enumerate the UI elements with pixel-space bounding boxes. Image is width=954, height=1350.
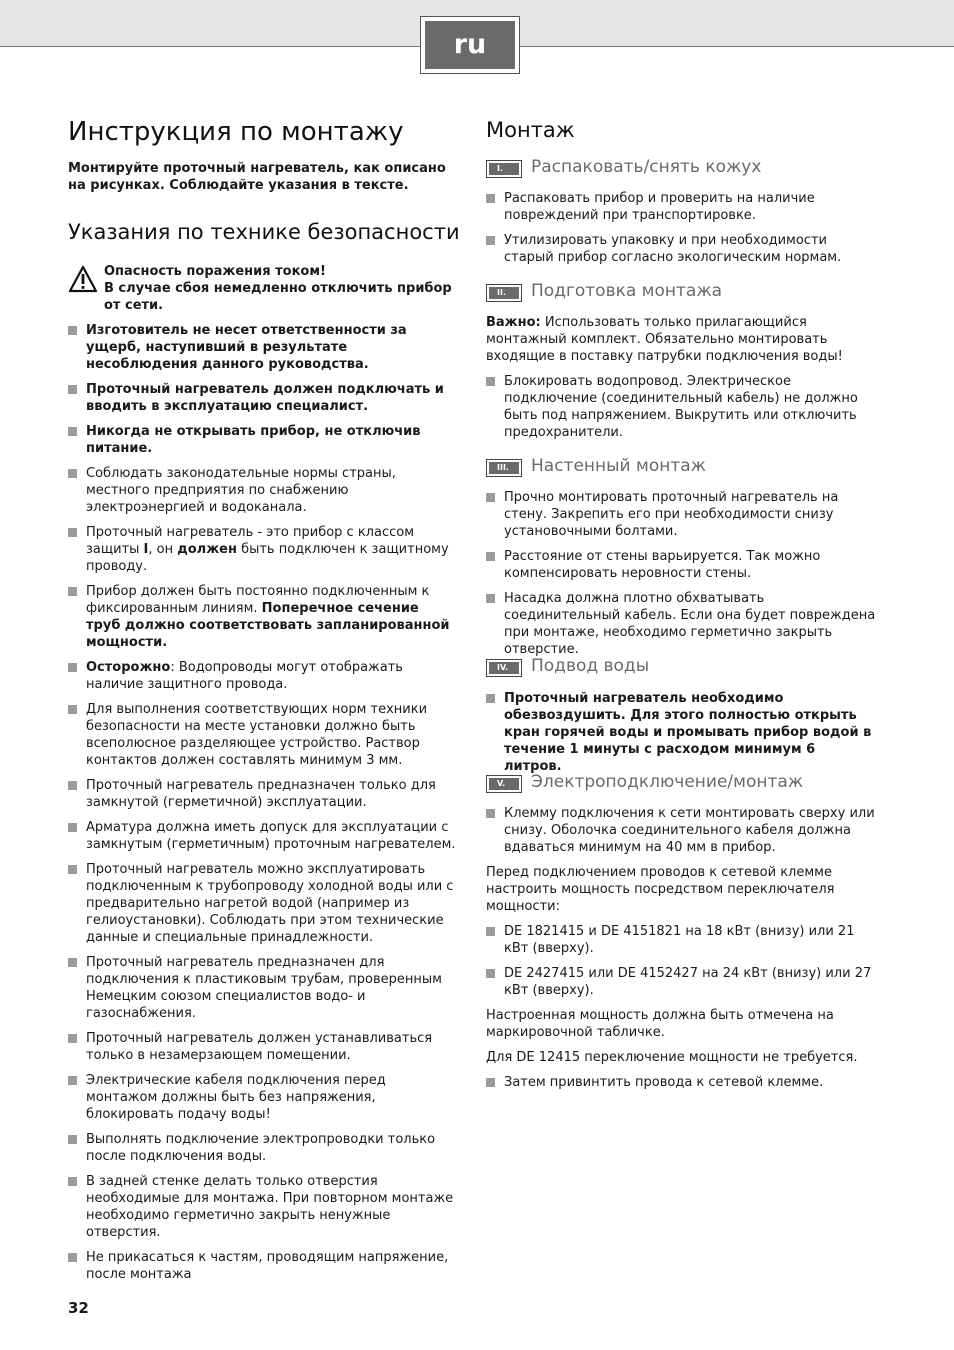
section-prepare-body [486,314,876,449]
list-item: Прибор должен быть постоянно подключенным к фиксированным линиям. Поперечное сечение труб должно соответствовать запланированной мощности. [68,583,456,651]
bullet-icon [68,469,77,478]
list-item: Для выполнения соответствующих норм техники безопасности на месте установки должно быть всеполюсное разделяющее устройство. Раствор контактов должен составлять минимум 3 мм. [68,701,456,769]
bullet-icon [68,865,77,874]
list-item: Проточный нагреватель необходимо обезвоздушить. Для этого полностью открыть кран горячей воды и промывать прибор водой в течение 1 минуты с расходом минимум 6 литров. [486,690,876,775]
step-badge: V. [486,775,522,793]
list-item: Не прикасаться к частям, проводящим напряжение, после монтажа [68,1249,456,1283]
list-item: Проточный нагреватель - это прибор с классом защиты I, он должен быть подключен к защитному проводу. [68,524,456,575]
bullet-icon [68,705,77,714]
list-item: Проточный нагреватель можно эксплуатировать подключенным к трубопроводу холодной воды или с предварительно нагретой водой (например из гелиоустановки). Соблюдать при этом технические данные и специальные принадлежности. [68,861,456,946]
section-wall-list [486,489,876,666]
section-electric-heading [486,772,876,797]
list-item: Никогда не открывать прибор, не отключив питание. [68,423,456,457]
warning-title: Опасность поражения током! [104,264,326,279]
intro-text: Монтируйте проточный нагреватель, как описано на рисунках. Соблюдайте указания в тексте. [68,161,446,193]
bullet-icon [486,594,495,603]
section-title: Подвод воды [531,656,650,676]
list-item: Проточный нагреватель предназначен для подключения к пластиковым трубам, проверенным Немецким союзом специалистов водо- и газоснабжения. [68,954,456,1022]
bullet-icon [486,493,495,502]
bullet-icon [486,552,495,561]
section-electric-list-3 [486,1074,876,1091]
safety-list [68,322,456,1291]
bullet-icon [68,663,77,672]
bullet-icon [68,1135,77,1144]
step-badge: IV. [486,659,522,677]
section-prepare-heading [486,281,876,306]
list-item: Утилизировать упаковку и при необходимости старый прибор согласно экологическим нормам. [486,232,876,266]
language-tab [420,16,520,74]
page-number: 32 [68,1299,89,1317]
bullet-icon [68,528,77,537]
section-title: Настенный монтаж [531,456,706,476]
language-code: ru [425,21,515,69]
list-item: Проточный нагреватель предназначен только для замкнутой (герметичной) эксплуатации. [68,777,456,811]
section-water-list [486,690,876,783]
bullet-icon [68,823,77,832]
bullet-icon [486,194,495,203]
important-note: Важно: Использовать только прилагающийся монтажный комплект. Обязательно монтировать входящие в поставку патрубки подключения воды! [486,315,843,364]
bullet-icon [486,809,495,818]
section-unpack-heading [486,157,876,182]
list-item: Проточный нагреватель должен подключать и вводить в эксплуатацию специалист. [68,381,456,415]
mounting-heading: Монтаж [486,118,575,142]
list-item: В задней стенке делать только отверстия необходимые для монтажа. При повторном монтаже необходимо герметично закрыть ненужные отверстия. [68,1173,456,1241]
bullet-icon [68,587,77,596]
list-item: Арматура должна иметь допуск для эксплуатации с замкнутым (герметичным) проточным нагревателем. [68,819,456,853]
paragraph: Для DE 12415 переключение мощности не требуется. [486,1050,858,1065]
paragraph: Перед подключением проводов к сетевой клемме настроить мощность посредством переключателя мощности: [486,865,835,914]
section-title: Электроподключение/монтаж [531,772,804,792]
list-item: Электрические кабеля подключения перед монтажом должны быть без напряжения, блокировать подачу воды! [68,1072,456,1123]
list-item: Проточный нагреватель должен устанавливаться только в незамерзающем помещении. [68,1030,456,1064]
section-unpack-list [486,190,876,274]
bullet-icon [68,1076,77,1085]
list-item: Выполнять подключение электропроводки только после подключения воды. [68,1131,456,1165]
list-item: Осторожно: Водопроводы могут отображать наличие защитного провода. [68,659,456,693]
bullet-icon [68,1034,77,1043]
step-badge: I. [486,160,522,178]
section-electric-list-2 [486,923,876,999]
warning-triangle-icon [68,265,98,293]
list-item: Изготовитель не несет ответственности за ущерб, наступивший в результате несоблюдения данного руководства. [68,322,456,373]
list-item: Клемму подключения к сети монтировать сверху или снизу. Оболочка соединительного кабеля должна вдаваться минимум на 40 мм в прибор. [486,805,876,856]
list-item: Затем привинтить провода к сетевой клемме. [486,1074,876,1091]
page-title: Инструкция по монтажу [68,117,404,147]
safety-heading: Указания по технике безопасности [68,220,460,244]
bullet-icon [68,1253,77,1262]
bullet-icon [486,694,495,703]
bullet-icon [486,969,495,978]
bullet-icon [68,326,77,335]
bullet-icon [68,781,77,790]
list-item: Насадка должна плотно обхватывать соединительный кабель. Если она будет повреждена при монтаже, необходимо герметично закрыть отверстие. [486,590,876,658]
bullet-icon [486,927,495,936]
section-wall-heading [486,456,876,481]
paragraph: Настроенная мощность должна быть отмечена на маркировочной табличке. [486,1008,834,1040]
list-item: DE 1821415 и DE 4151821 на 18 кВт (внизу) или 21 кВт (вверху). [486,923,876,957]
bullet-icon [68,427,77,436]
section-electric-list-1 [486,805,876,856]
list-item: Соблюдать законодательные нормы страны, местного предприятия по снабжению электроэнергией и водоканала. [68,465,456,516]
section-title: Распаковать/снять кожух [531,157,762,177]
list-item: Прочно монтировать проточный нагреватель на стену. Закрепить его при необходимости снизу установочными болтами. [486,489,876,540]
list-item: Распаковать прибор и проверить на наличие повреждений при транспортировке. [486,190,876,224]
warning-text: В случае сбоя немедленно отключить прибор от сети. [104,281,452,313]
section-prepare-list [486,373,876,441]
bullet-icon [68,1177,77,1186]
bullet-icon [486,236,495,245]
list-item: Блокировать водопровод. Электрическое подключение (соединительный кабель) не должно быть под напряжением. Выкрутить или отключить предохранители. [486,373,876,441]
bullet-icon [68,385,77,394]
step-badge: II. [486,284,522,302]
section-water-heading [486,656,876,681]
bullet-icon [486,377,495,386]
section-title: Подготовка монтажа [531,281,723,301]
step-badge: III. [486,459,522,477]
list-item: Расстояние от стены варьируется. Так можно компенсировать неровности стены. [486,548,876,582]
bullet-icon [486,1078,495,1087]
section-electric-body [486,805,876,1099]
list-item: DE 2427415 или DE 4152427 на 24 кВт (внизу) или 27 кВт (вверху). [486,965,876,999]
bullet-icon [68,958,77,967]
warning-block [68,263,456,314]
